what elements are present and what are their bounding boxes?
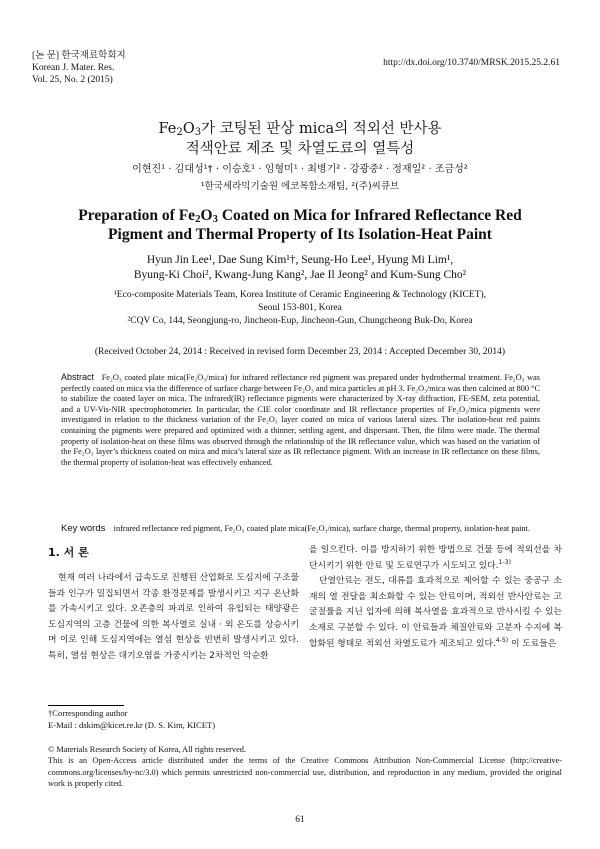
body-left-column: 현재 여러 나라에서 급속도로 진행된 산업화로 도심지에 구조물들과 인구가 밀집되면서 각종 환경문제를 발생시키고 지구 온난화를 가속시키고 있다. 오존층의 파괴로 인하여 유입되는 태양광은 도심지역의 고층 건물에 의한 복사열로 실내 · 외 온도를 상승시키며 이로 인해 도심지역에는 열섬 현상을 빈번히 발생시키고 있다. 특히, 열섬 현상은 대기오염을 가중시키는 2차적인 악순환 [48,573,299,661]
keywords [61,523,540,534]
keywords-text: infrared reflectance red pigment, Fe₂O₃ coated plate mica(Fe₂O₃/mica), surface charge, thermal property, isolation-heat paint. [113,524,530,533]
korean-authors: 이현진¹ · 김대성¹† · 이승호¹ · 임형미¹ · 최병기² · 강광중² · 정재일² · 조금성² [132,164,468,175]
korean-title-line2: 적색안료 제조 및 차열도료의 열특성 [185,141,415,157]
section-heading-introduction: 1. 서 론 [48,546,89,559]
english-title: Preparation of $Fe_2O_3$ Coated on Mica for Infrared Reflectance Red Pigment and Thermal Property of Its Isolation-Heat Paint [0,206,600,244]
keywords-label: Key words [61,523,106,534]
abstract-label: Abstract [61,372,95,382]
page-number: 61 [295,815,305,825]
journal-volume: Vol. 25, No. 2 (2015) [32,75,113,85]
korean-title: $Fe_2O_3$가 코팅된 판상 mica의 적외선 반사용 적색안료 제조 및 차열도료의 열특성 [0,119,600,159]
english-authors: Hyun Jin Lee¹, Dae Sung Kim¹†, Seung-Ho Lee¹, Hyung Mi Lim¹, Byung-Ki Choi², Kwang-Jung Kang², Jae Il Jeong² and Kum-Sung Cho² [133,254,467,281]
copyright-notice: © Materials Research Society of Korea, All rights reserved. This is an Open-Access article distributed under the terms of the Creative Commons Attribution Non-Commercial License (http://creative-commons.org/licenses/by-nc/3.0) which permits unrestricted non-commercial use, distribution, and reproduction in any medium, provided the original work is properly cited. [48,745,562,788]
received-dates: (Received October 24, 2014 : Received in revised form December 23, 2014 : Accepted December 30, 2014) [94,347,506,357]
korean-affiliation: ¹한국세라믹기술원 에코복합소재팀, ²(주)씨큐브 [200,181,400,192]
footnote-divider [48,705,124,706]
abstract [61,372,540,468]
journal-name-english: Korean J. Mater. Res. [32,63,115,73]
english-affiliation: ¹Eco-composite Materials Team, Korea Institute of Ceramic Engineering & Technology (KICET), Seoul 153-801, Korea ²CQV Co, 144, Seongjung-ro, Jincheon-Eup, Jincheon-Gun, Chungcheong Buk-Do, Korea [113,290,487,326]
abstract-text: Fe₂O₃ coated plate mica(Fe₂O₃/mica) for infrared reflectance red pigment was prepared under hydrothermal treatment. Fe₂O₃ was perfectly coated on mica via the difference of surface charge between Fe₂O₃ and mica particles at pH 3. Fe₂O₃/mica was then calcined at 800 °C to stabilize the coated layer on mica. The infrared(IR) reflectance pigments were characterized by X-ray diffraction, FE-SEM, zeta potential, and a UV-Vis-NIR spectrophotometer. In particular, the CIE color coordinate and IR reflectance properties of Fe₂O₃/mica pigments were investigated in relation to the thickness variation of the Fe₂O₃ layer coated on mica of various lateral sizes. The isolation-heat red paints containing the pigments were prepared and optimized with a thinner, settling agent, and dispersant. Then, the films were made. The thermal property of isolation-heat on these films was observed through the relationship of the IR reflectance value, which was based on the variation of the Fe₂O₃ layer’s thickness coated on mica and mica’s lateral size as IR reflectance pigment. With an increase in IR reflectance on these films, the thermal property of isolation-heat was effectively enhanced. [61,373,540,467]
body-right-column: 을 일으킨다. 이를 방지하기 위한 방법으로 건물 등에 적외선을 차단시키기 위한 안료 및 도료연구가 시도되고 있다.$^{1-3)}$ 단열안료는 전도, 대류를 효과적으로 제어할 수 있는 중공구 소재의 열 전달을 최소화할 수 있는 안료이며, 적외선 반사안료는 고 굴절률을 지닌 입자에 의해 복사열을 효과적으로 반사시킬 수 있는 소재로 구분할 수 있다. 이 안료들과 체질안료와 고분자 수지에 복합화된 형태로 적외선 차열도료가 제조되고 있다.$^{4-5)}$ 이 도료들은 [309,545,562,649]
corresponding-author-footnote: †Corresponding author E-Mail : dskim@kicet.re.kr (D. S. Kim, KICET) [48,708,216,730]
journal-header [32,50,126,86]
journal-name-korean: [논 문] 한국재료학회지 [32,51,126,61]
doi-link[interactable]: http://dx.doi.org/10.3740/MRSK.2015.25.2.61 [383,58,560,68]
english-title-line2: Pigment and Thermal Property of Its Isolation-Heat Paint [108,226,492,243]
